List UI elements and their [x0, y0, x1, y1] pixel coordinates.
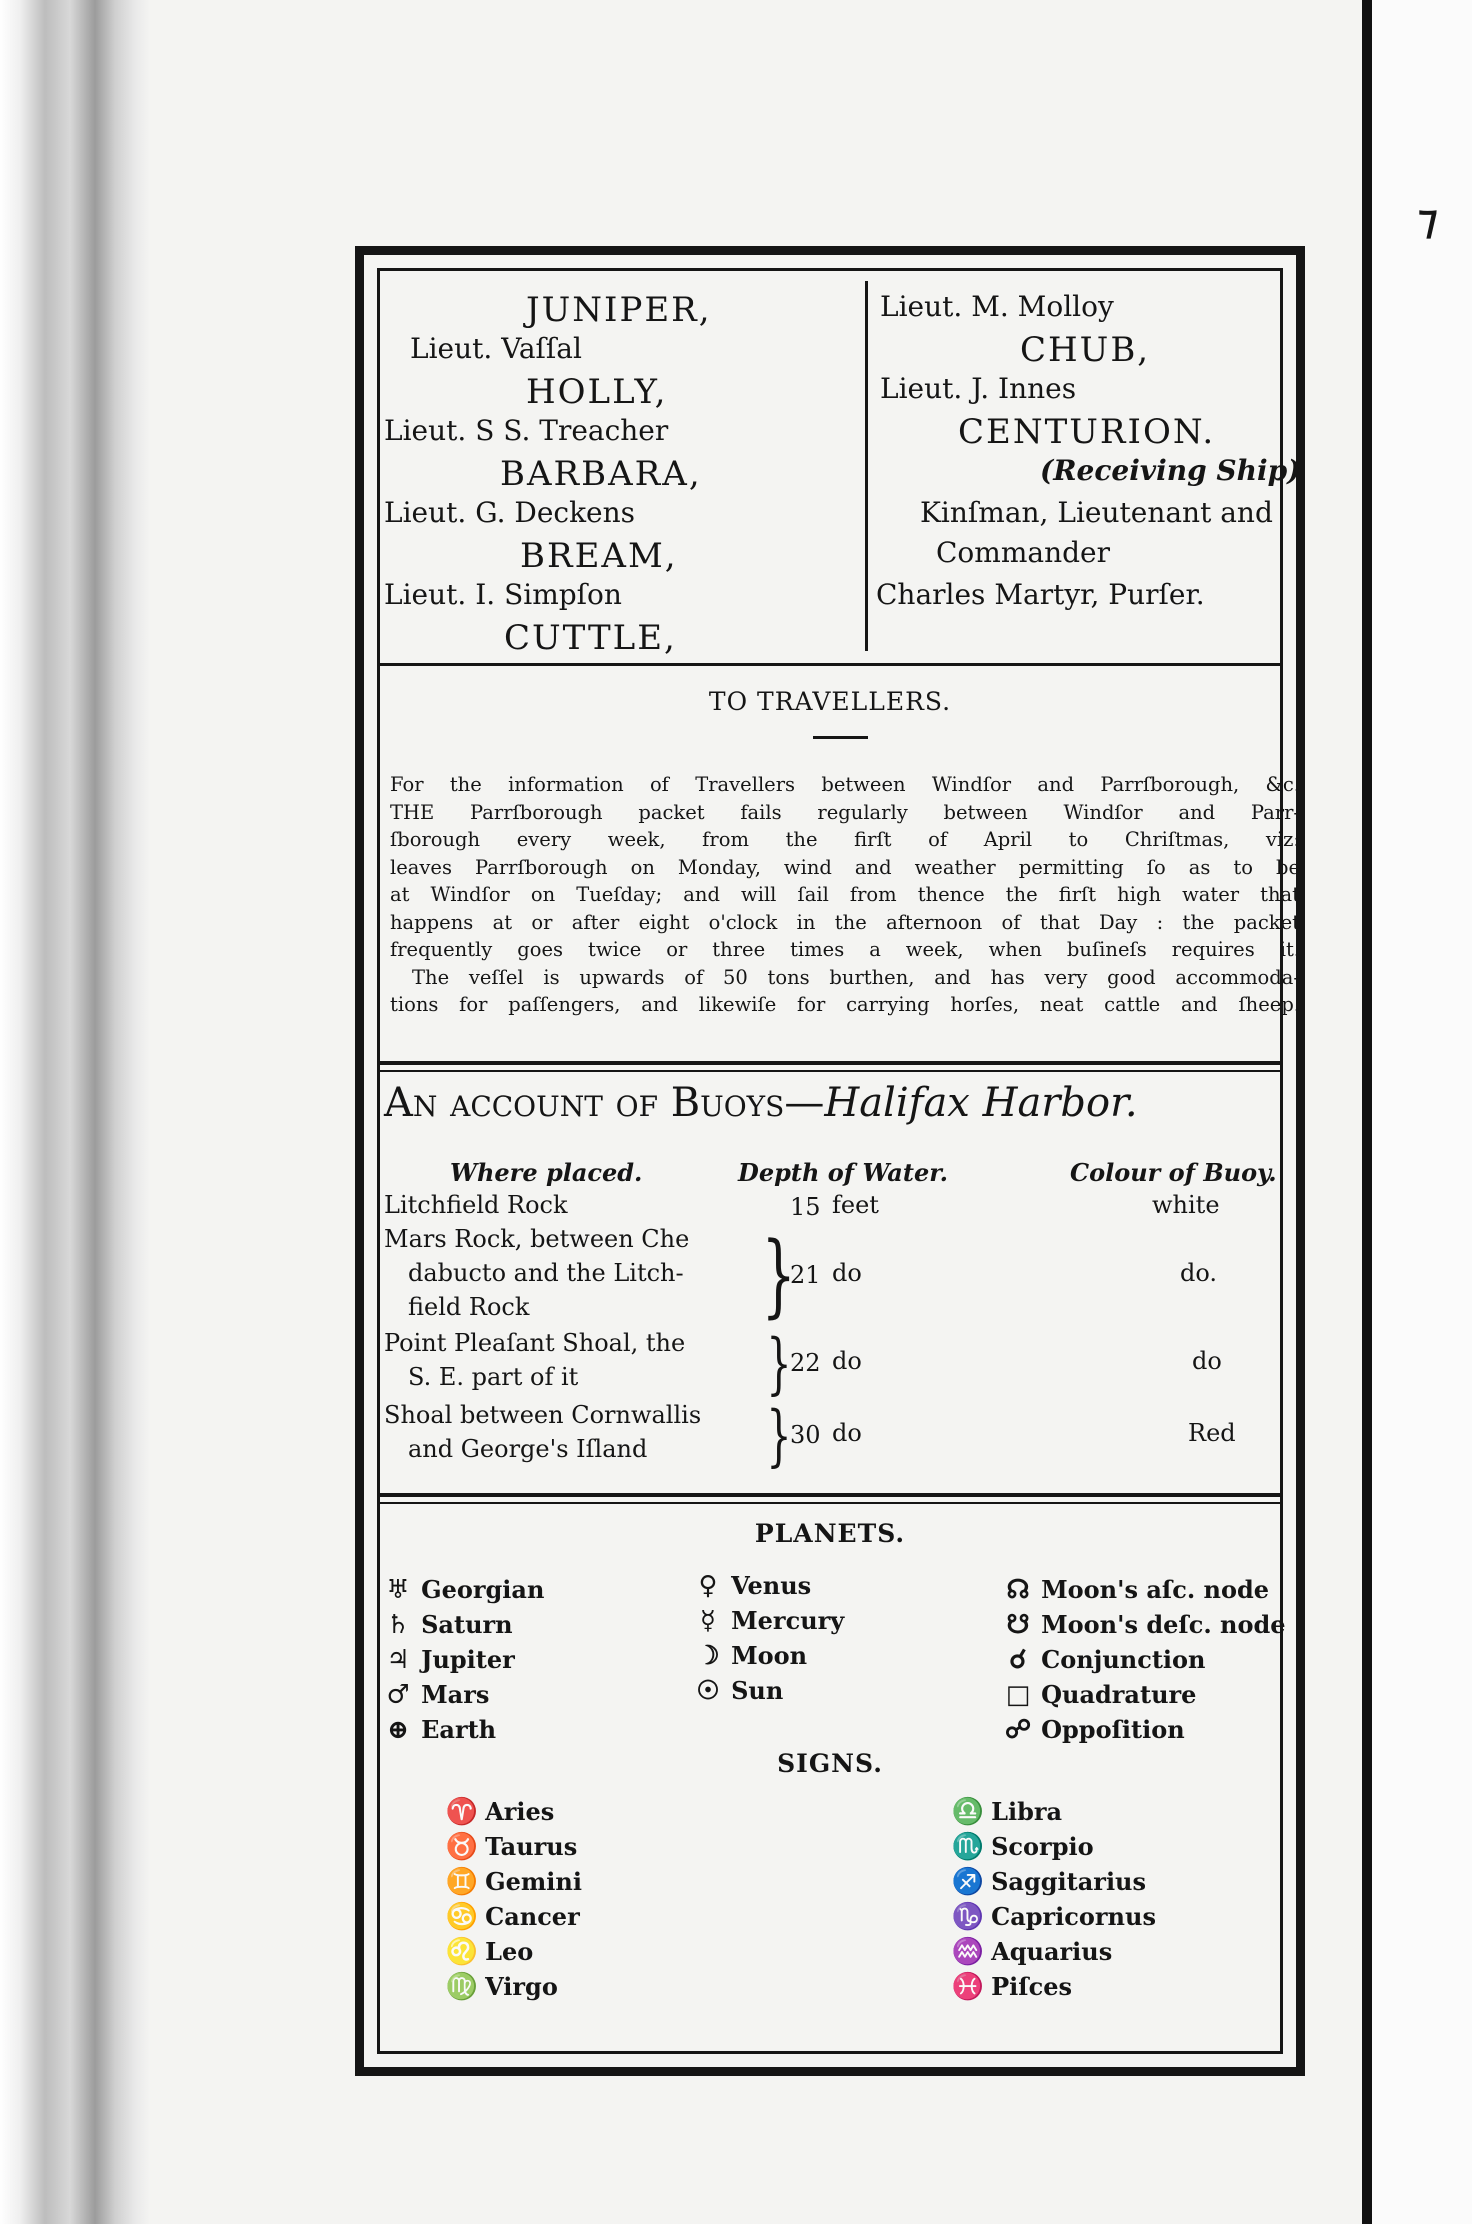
- buoy-place: Point Pleaſant Shoal, the: [384, 1329, 686, 1357]
- ship-officer: Lieut. I. Simpſon: [384, 578, 622, 611]
- planet-symbol-icon: ♀: [698, 1571, 718, 1601]
- brace: }: [761, 1223, 796, 1328]
- zodiac-symbol-icon: ♓: [951, 1972, 985, 2002]
- buoy-place: dabucto and the Litch-: [408, 1259, 684, 1287]
- planet-item: [690, 1678, 783, 1704]
- planet-symbol-icon: ♂: [386, 1680, 410, 1710]
- planet-item: [380, 1577, 544, 1603]
- buoy-depth-unit: feet: [832, 1191, 879, 1219]
- sign-item: [950, 1799, 1062, 1825]
- zodiac-symbol-icon: ♒: [951, 1937, 985, 1967]
- sign-item: [444, 1904, 580, 1930]
- sign-item: [950, 1939, 1112, 1965]
- ship-officer-line: Charles Martyr, Purſer.: [876, 578, 1205, 611]
- ship-name: CUTTLE,: [504, 618, 677, 658]
- section-rule: [380, 663, 1280, 666]
- ship-officer-line: Kinſman, Lieutenant and: [920, 496, 1273, 529]
- planet-symbol-icon: ☿: [700, 1606, 716, 1636]
- planet-item: [1000, 1682, 1196, 1708]
- section-title: TO TRAVELLERS.: [708, 687, 952, 716]
- ship-name: JUNIPER,: [526, 290, 712, 330]
- text-line: The veſſel is upwards of 50 tons burthen, and has very good accommoda-: [412, 965, 1300, 989]
- planet-symbol-icon: ⊕: [387, 1715, 409, 1745]
- ship-officer: Lieut. G. Deckens: [384, 496, 636, 529]
- buoy-depth-unit: do: [832, 1419, 862, 1447]
- buoy-place: field Rock: [408, 1293, 530, 1321]
- planet-item: [380, 1682, 489, 1708]
- text-line: THE Parrſborough packet fails regularly between Windſor and Parr-: [390, 800, 1300, 824]
- ship-officer: Lieut. M. Molloy: [880, 290, 1114, 323]
- sign-name: Libra: [991, 1797, 1063, 1826]
- sign-item: [444, 1939, 533, 1965]
- ship-officer: Lieut. Vaſſal: [410, 332, 582, 365]
- planet-name: Venus: [731, 1571, 812, 1600]
- zodiac-symbol-icon: ♑: [951, 1902, 985, 1932]
- buoy-place: and George's Iſland: [408, 1435, 648, 1463]
- planet-item: [1000, 1647, 1206, 1673]
- planet-name: Jupiter: [421, 1645, 515, 1674]
- sign-item: [950, 1974, 1072, 2000]
- buoys-title: [384, 1080, 1138, 1126]
- short-rule: [813, 736, 868, 739]
- text-line: tions for paſſengers, and likewiſe for carrying horſes, neat cattle and ſheep.: [390, 993, 1300, 1016]
- zodiac-symbol-icon: ♏: [951, 1832, 985, 1862]
- ship-note: (Receiving Ship): [1040, 454, 1301, 487]
- node-symbol-icon: ☊: [1006, 1575, 1030, 1605]
- buoy-place: S. E. part of it: [408, 1363, 579, 1391]
- planet-name: Moon: [731, 1641, 808, 1670]
- planet-name: Georgian: [421, 1575, 545, 1604]
- section-rule-double: [380, 1061, 1280, 1065]
- almanac-frame: [355, 246, 1305, 2076]
- zodiac-symbol-icon: ♉: [445, 1832, 479, 1862]
- planet-name: Moon's deſc. node: [1041, 1610, 1286, 1639]
- ship-officer-line: Commander: [936, 536, 1110, 569]
- section-rule-double: [380, 1493, 1280, 1497]
- buoy-colour: Red: [1188, 1419, 1236, 1447]
- ship-name: BARBARA,: [500, 454, 702, 494]
- ship-officer: Lieut. J. Innes: [880, 372, 1077, 405]
- aspect-symbol-icon: □: [1005, 1680, 1031, 1710]
- planet-name: Moon's aſc. node: [1041, 1575, 1270, 1604]
- planet-name: Conjunction: [1041, 1645, 1206, 1674]
- brace: }: [766, 1325, 792, 1402]
- planet-symbol-icon: ♅: [386, 1575, 410, 1605]
- planet-name: Quadrature: [1041, 1680, 1197, 1709]
- sign-name: Gemini: [485, 1867, 582, 1896]
- planet-item: [380, 1647, 515, 1673]
- node-symbol-icon: ☋: [1006, 1610, 1030, 1640]
- column-divider: [865, 281, 868, 651]
- column-header: Colour of Buoy.: [1070, 1158, 1277, 1187]
- sign-item: [950, 1869, 1146, 1895]
- planet-symbol-icon: ☉: [696, 1676, 720, 1706]
- sign-name: Saggitarius: [991, 1867, 1147, 1896]
- sign-item: [444, 1974, 558, 2000]
- brace: }: [766, 1397, 792, 1474]
- planet-symbol-icon: ♃: [386, 1645, 410, 1675]
- buoy-depth: 30: [790, 1421, 821, 1449]
- planet-symbol-icon: ☽: [696, 1641, 720, 1671]
- planet-name: Earth: [421, 1715, 497, 1744]
- sign-name: Cancer: [485, 1902, 580, 1931]
- buoy-place: Mars Rock, between Che: [384, 1225, 690, 1253]
- buoy-place: Shoal between Cornwallis: [384, 1401, 702, 1429]
- section-title: PLANETS.: [754, 1519, 906, 1548]
- text-line: ſborough every week, from the firſt of April to Chriſtmas, viz:: [390, 828, 1300, 851]
- buoy-depth: 22: [790, 1349, 821, 1377]
- sign-item: [444, 1799, 554, 1825]
- zodiac-symbol-icon: ♌: [445, 1937, 479, 1967]
- sign-name: Taurus: [485, 1832, 578, 1861]
- text-line: frequently goes twice or three times a week, when buſineſs requires it.: [390, 938, 1300, 961]
- planet-item: [1000, 1577, 1269, 1603]
- planet-item: [380, 1612, 513, 1638]
- planet-name: Mercury: [731, 1606, 845, 1635]
- buoy-depth-unit: do: [832, 1347, 862, 1375]
- section-title: SIGNS.: [777, 1749, 883, 1778]
- planet-item: [1000, 1612, 1286, 1638]
- buoy-colour: white: [1152, 1191, 1220, 1219]
- zodiac-symbol-icon: ♈: [445, 1797, 479, 1827]
- planet-symbol-icon: ♄: [386, 1610, 410, 1640]
- planet-name: Sun: [731, 1676, 784, 1705]
- sign-name: Aries: [485, 1797, 555, 1826]
- sign-name: Aquarius: [991, 1937, 1113, 1966]
- planet-item: [690, 1608, 844, 1634]
- ship-name: HOLLY,: [526, 372, 668, 412]
- planet-item: [1000, 1717, 1185, 1743]
- ship-name: CHUB,: [1020, 330, 1151, 370]
- aspect-symbol-icon: ☌: [1009, 1645, 1027, 1675]
- column-header: Where placed.: [450, 1158, 643, 1187]
- buoy-colour: do.: [1180, 1259, 1218, 1287]
- ship-officer: Lieut. S S. Treacher: [384, 414, 669, 447]
- sign-item: [444, 1869, 582, 1895]
- inner-border: [377, 268, 1301, 2054]
- zodiac-symbol-icon: ♐: [951, 1867, 985, 1897]
- travellers-paragraph: [390, 771, 1300, 1019]
- page-gutter: [1362, 0, 1372, 2224]
- planet-item: [690, 1643, 807, 1669]
- ship-name: CENTURION.: [958, 412, 1216, 452]
- sign-item: [950, 1834, 1094, 1860]
- sign-name: Virgo: [485, 1972, 558, 2001]
- text-line: leaves Parrſborough on Monday, wind and weather permitting ſo as to be: [390, 855, 1300, 879]
- sign-name: Capricornus: [991, 1902, 1156, 1931]
- buoy-depth-unit: do: [832, 1259, 862, 1287]
- column-header: Depth of Water.: [738, 1158, 949, 1187]
- aspect-symbol-icon: ☍: [1004, 1715, 1032, 1745]
- text-line: happens at or after eight o'clock in the afternoon of that Day : the packet: [390, 910, 1300, 934]
- planet-name: Oppoſition: [1041, 1715, 1185, 1744]
- planet-name: Mars: [421, 1680, 490, 1709]
- zodiac-symbol-icon: ♊: [445, 1867, 479, 1897]
- buoy-colour: do: [1192, 1347, 1222, 1375]
- buoys-title-place: Halifax Harbor.: [824, 1080, 1138, 1126]
- sign-name: Scorpio: [991, 1832, 1094, 1861]
- zodiac-symbol-icon: ♎: [951, 1797, 985, 1827]
- sign-name: Leo: [485, 1937, 534, 1966]
- buoy-place: Litchfield Rock: [384, 1191, 568, 1219]
- buoy-depth: 21: [790, 1261, 821, 1289]
- sign-item: [950, 1904, 1156, 1930]
- adjacent-page-edge: [1372, 0, 1472, 2224]
- ship-name: BREAM,: [520, 536, 678, 576]
- zodiac-symbol-icon: ♋: [445, 1902, 479, 1932]
- text-line: For the information of Travellers between Windſor and Parrſborough, &c.: [390, 773, 1300, 796]
- planet-item: [690, 1573, 811, 1599]
- book-spine-shadow: [0, 0, 150, 2224]
- buoy-depth: 15: [790, 1193, 821, 1221]
- sign-name: Piſces: [991, 1972, 1072, 2001]
- planet-item: [380, 1717, 496, 1743]
- adjacent-page-mark: ⁊: [1418, 196, 1438, 243]
- zodiac-symbol-icon: ♍: [445, 1972, 479, 2002]
- buoys-title-main: An account of Buoys—: [384, 1080, 825, 1126]
- planet-name: Saturn: [421, 1610, 513, 1639]
- text-line: at Windſor on Tueſday; and will ſail from thence the firſt high water that: [390, 883, 1300, 906]
- sign-item: [444, 1834, 577, 1860]
